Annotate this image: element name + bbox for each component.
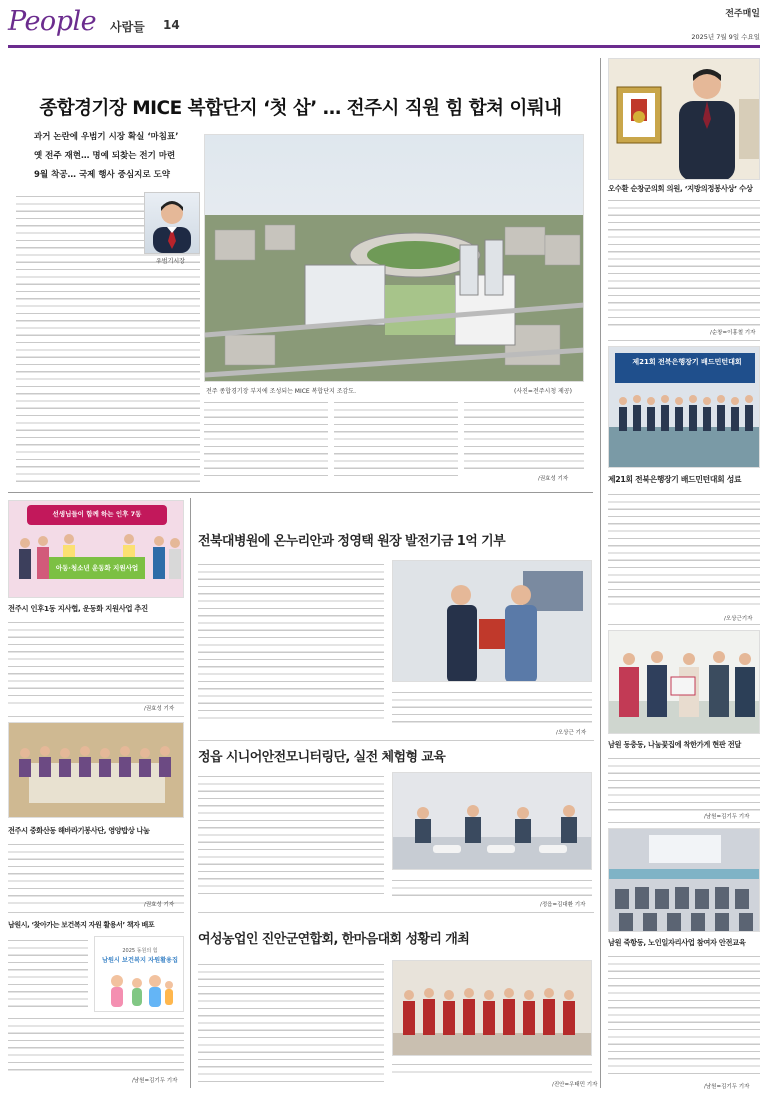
lead-credit: /권효성 기자 (538, 476, 569, 482)
divider (190, 498, 191, 1088)
divider (8, 716, 184, 717)
cpr-training-icon (393, 773, 592, 870)
divider (8, 912, 184, 913)
aerial-rendering-icon (205, 135, 584, 382)
s9-body-left (8, 936, 88, 1012)
s5-credit: /남원=김기두 기자 (704, 814, 750, 820)
s9-credit: /남원=김기두 기자 (132, 1078, 178, 1084)
s4-body-col2 (392, 688, 592, 724)
s3-banner-bottom: 아동·청소년 운동화 지원사업 (55, 564, 139, 572)
s8-photo (608, 828, 760, 932)
s2-banner: 제21회 전북은행장기 배드민턴대회 (632, 358, 742, 366)
mug-portrait-icon (145, 193, 199, 253)
s8-headline: 남원 죽항동, 노인일자리사업 참여자 안전교육 (608, 938, 746, 947)
s3-headline: 전주시 인후1동 지사협, 운동화 지원사업 추진 (8, 604, 148, 613)
s10-body-col1 (198, 960, 384, 1086)
mug-photo (144, 192, 200, 254)
s3-photo (8, 500, 184, 598)
s10-photo (392, 960, 592, 1056)
s9-poster (94, 936, 184, 1012)
s8-credit: /남원=김기두 기자 (704, 1084, 750, 1090)
section-title-kr: 사람들 (110, 20, 145, 34)
family-illustration-icon (103, 971, 177, 1009)
divider (608, 822, 760, 823)
issue-date: 2025년 7월 9일 수요일 (691, 33, 760, 41)
paper-name: 전주매일 (725, 9, 760, 19)
s10-credit: /진안=우태민 기자 (552, 1082, 598, 1088)
lead-body-col4 (464, 398, 584, 474)
s8-body (608, 952, 760, 1080)
s4-body-col1 (198, 560, 384, 722)
s10-headline: 여성농업인 진안군연합회, 한마음대회 성황리 개최 (198, 932, 470, 947)
s3-body (8, 618, 184, 706)
s6-headline: 전주시 중화산동 해바라기봉사단, 영양밥상 나눔 (8, 826, 150, 835)
s6-body (8, 840, 184, 906)
section-title: People (8, 6, 97, 37)
award-photo-icon (609, 59, 760, 180)
s7-credit: /정읍=김대환 기자 (540, 902, 586, 908)
s4-photo (392, 560, 592, 682)
s2-credit: /오상근기자 (724, 616, 753, 622)
s9-body-bottom (8, 1014, 184, 1074)
s4-credit: /오상근 기자 (556, 730, 587, 736)
lead-photo (204, 134, 584, 382)
group-photo-icon (609, 631, 760, 734)
divider (608, 340, 760, 341)
lead-body-col2 (204, 398, 328, 482)
s2-headline: 제21회 전북은행장기 배드민턴대회 성료 (608, 475, 742, 484)
s7-photo (392, 772, 592, 870)
divider (198, 740, 594, 741)
farmers-group-icon (393, 961, 592, 1056)
divider (600, 58, 601, 1088)
lead-photo-credit: (사진=전주시청 제공) (514, 388, 572, 395)
s6-photo (8, 722, 184, 818)
s7-body-col1 (198, 772, 384, 894)
s1-photo (608, 58, 760, 180)
lead-headline: 종합경기장 MICE 복합단지 ‘첫 삽’ … 전주시 직원 힘 합쳐 이뤄내 (39, 98, 562, 119)
s5-photo (608, 630, 760, 734)
s4-headline: 전북대병원에 온누리안과 정영택 원장 발전기금 1억 기부 (198, 534, 506, 549)
s3-credit: /권효성 기자 (144, 706, 175, 712)
s6-credit: /권효성 기자 (144, 902, 175, 908)
s7-headline: 정읍 시니어안전모니터링단, 실전 체험형 교육 (198, 750, 446, 765)
s1-credit: /순창=이홍철 기자 (710, 330, 756, 336)
donation-photo-icon (393, 561, 592, 682)
s2-body (608, 490, 760, 606)
s2-photo (608, 346, 760, 468)
s10-body-col2 (392, 1060, 592, 1078)
divider (198, 912, 594, 913)
lead-subhead-2: 옛 전주 재현… 명예 되찾는 전기 마련 (34, 151, 176, 161)
s5-headline: 남원 동충동, 나눔꽃집에 착한가게 현판 전달 (608, 740, 742, 749)
s1-body (608, 196, 760, 328)
divider (8, 492, 593, 493)
lead-article (8, 58, 593, 488)
s9-poster-title: 남원시 보건복지 자원활용집 (101, 957, 179, 964)
lead-subhead-1: 과거 논란에 우범기 시장 확실 ‘마침표’ (34, 132, 179, 142)
lead-body-col1 (16, 192, 200, 488)
mug-caption: 우범기시장 (156, 258, 185, 265)
page-number: 14 (163, 18, 180, 32)
meal-sharing-icon (9, 723, 184, 818)
s7-body-col2 (392, 876, 592, 896)
masthead-rule (8, 45, 760, 48)
s5-body (608, 754, 760, 812)
lead-subhead-3: 9월 착공… 국제 행사 중심지로 도약 (34, 170, 170, 180)
divider (608, 624, 760, 625)
s9-headline: 남원시, ‘찾아가는 보건복지 자원 활용서’ 책자 배포 (8, 921, 155, 929)
lead-body-col3 (334, 398, 458, 482)
masthead (0, 0, 768, 50)
s3-banner-top: 선생님들이 함께 하는 인후 7동 (52, 510, 142, 518)
seminar-photo-icon (609, 829, 760, 932)
lead-photo-caption: 전주 종합경기장 부지에 조성되는 MICE 복합단지 조감도. (206, 388, 356, 395)
s9-poster-top: 2025 동원의 힘 (122, 948, 158, 954)
s1-headline: 오수환 순창군의회 의원, ‘지방의정봉사상’ 수상 (608, 184, 753, 193)
